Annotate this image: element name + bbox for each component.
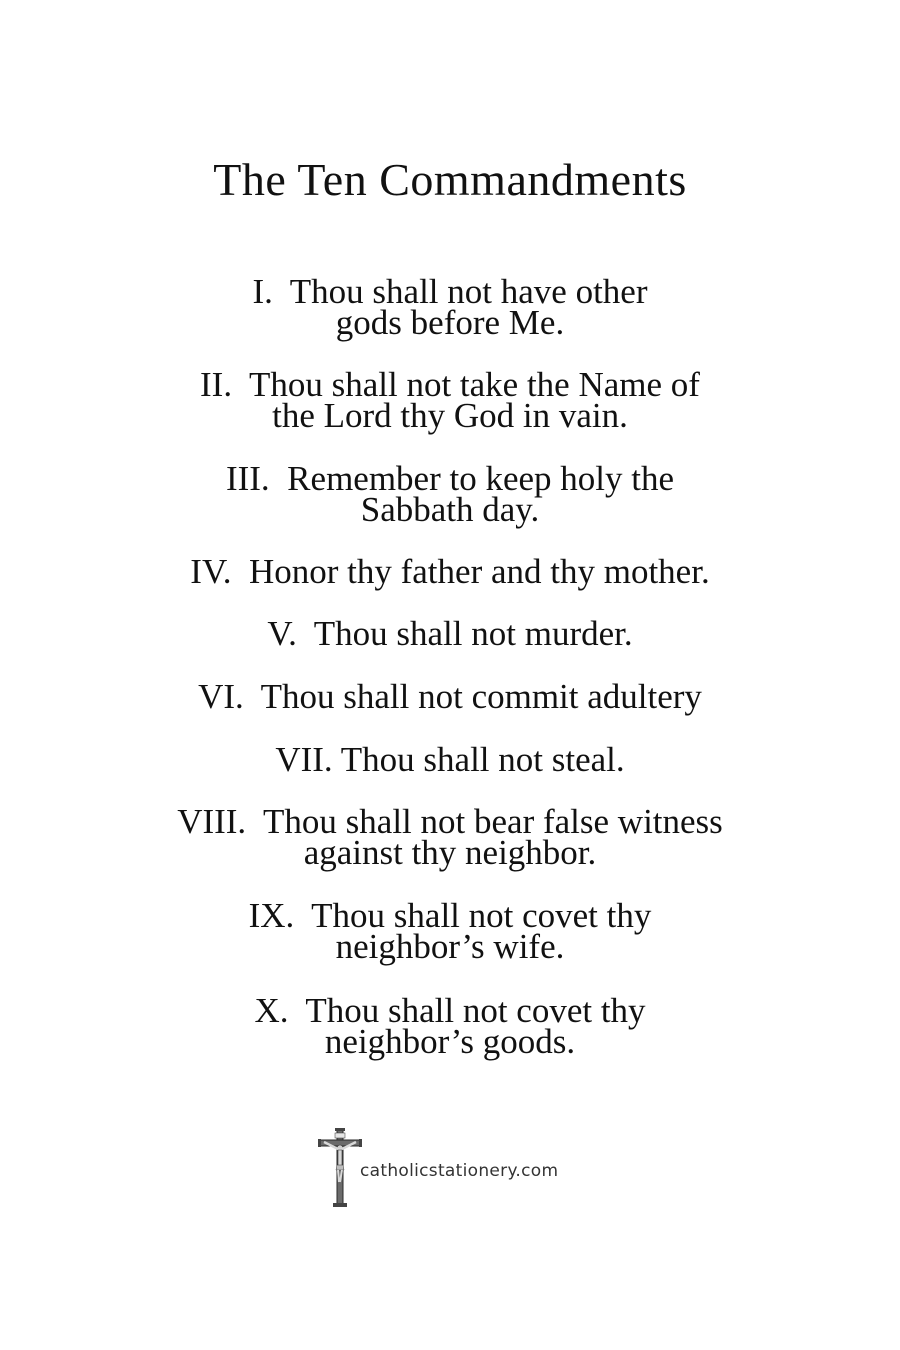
- commandment-line: IX. Thou shall not covet thy: [248, 896, 652, 935]
- commandment-8: [0, 802, 900, 872]
- commandment-line: VI. Thou shall not commit adultery: [198, 677, 702, 716]
- commandment-line: V. Thou shall not murder.: [267, 614, 633, 653]
- commandment-line: Sabbath day.: [360, 490, 540, 529]
- commandment-line: gods before Me.: [335, 303, 565, 342]
- commandment-10: [0, 991, 900, 1061]
- page-title: The Ten Commandments: [213, 154, 687, 205]
- commandment-line: VII. Thou shall not steal.: [275, 740, 625, 779]
- website-text: catholicstationery.com: [360, 1161, 559, 1181]
- commandment-line: neighbor’s goods.: [324, 1022, 576, 1061]
- commandment-line: VIII. Thou shall not bear false witness: [177, 802, 723, 841]
- commandment-line: X. Thou shall not covet thy: [254, 991, 646, 1030]
- commandment-7: [0, 740, 900, 779]
- commandment-6: [0, 677, 900, 716]
- commandment-3: [0, 459, 900, 529]
- commandment-line: III. Remember to keep holy the: [225, 459, 675, 498]
- crucifix-icon: [318, 1128, 362, 1208]
- commandment-4: [0, 552, 900, 591]
- commandment-line: I. Thou shall not have other: [252, 272, 648, 311]
- commandment-1: [0, 272, 900, 342]
- commandment-line: against thy neighbor.: [303, 833, 597, 872]
- commandment-line: II. Thou shall not take the Name of: [200, 365, 700, 404]
- footer: [318, 1128, 598, 1210]
- commandment-9: [0, 896, 900, 966]
- commandment-5: [0, 614, 900, 653]
- commandment-line: IV. Honor thy father and thy mother.: [190, 552, 710, 591]
- commandment-2: [0, 365, 900, 435]
- commandment-line: neighbor’s wife.: [335, 927, 565, 966]
- commandment-line: the Lord thy God in vain.: [272, 396, 628, 435]
